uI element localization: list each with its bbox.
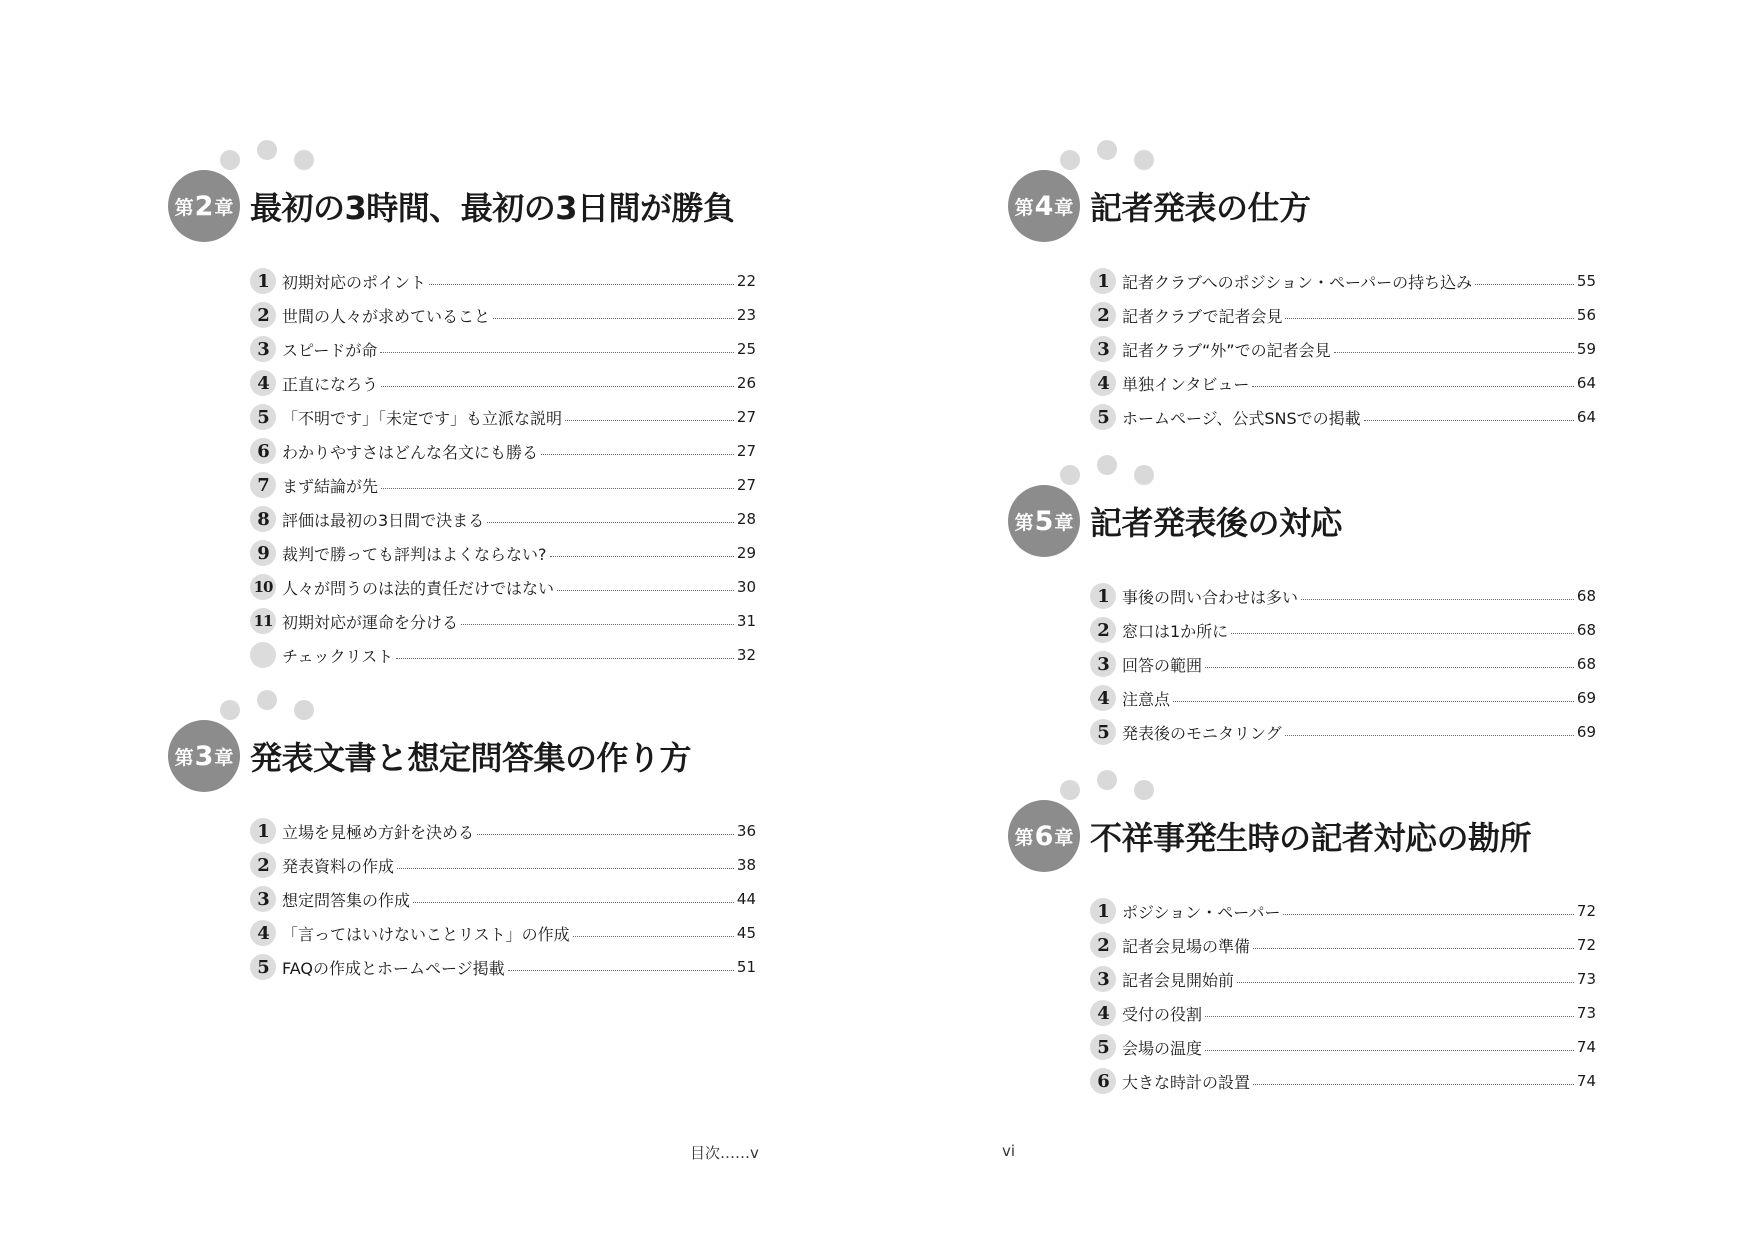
toc-item[interactable] [250,848,756,882]
dot-leader [1253,1084,1574,1085]
chapter-heading [168,720,691,792]
item-title: 想定問答集の作成 [282,890,411,910]
dot-leader [508,970,734,971]
page-number: 30 [736,578,756,596]
toc-item[interactable] [250,264,756,298]
item-title: 注意点 [1122,689,1171,709]
page-number: 74 [1576,1072,1596,1090]
item-number: 1 [1090,268,1116,294]
item-title: 世間の人々が求めていること [282,306,491,326]
page-number: 27 [736,476,756,494]
page-number: 45 [736,924,756,942]
dot-leader [1252,386,1574,387]
page-number: 22 [736,272,756,290]
toc-item[interactable] [1090,366,1596,400]
toc-item[interactable] [250,468,756,502]
page-number: 69 [1576,689,1596,707]
decorative-dots [220,690,340,720]
dot-leader [565,420,734,421]
toc-item[interactable] [1090,1064,1596,1098]
toc-list [1090,579,1596,749]
chapter-title: 最初の3時間、最初の3日間が勝負 [250,189,735,227]
toc-item[interactable] [1090,962,1596,996]
decorative-dots [220,140,340,170]
page-number: 74 [1576,1038,1596,1056]
item-title: 初期対応が運命を分ける [282,612,459,632]
dot-leader [429,284,734,285]
toc-item[interactable] [250,882,756,916]
item-number: 6 [1090,1068,1116,1094]
item-title: 正直になろう [282,374,379,394]
item-title: 立場を見極め方針を決める [282,822,475,842]
dot-leader [573,936,734,937]
page-number: 64 [1576,408,1596,426]
item-number: 1 [1090,583,1116,609]
dot-leader [1285,318,1573,319]
chapter-title: 発表文書と想定問答集の作り方 [250,739,692,777]
chapter-heading [168,170,735,242]
item-title: 受付の役割 [1122,1004,1203,1024]
toc-item[interactable] [1090,264,1596,298]
item-title: 発表資料の作成 [282,856,395,876]
item-title: 初期対応のポイント [282,272,427,292]
item-number: 2 [1090,302,1116,328]
item-number: 5 [1090,404,1116,430]
item-title: 人々が問うのは法的責任だけではない [282,578,555,598]
decorative-dots [1060,455,1180,485]
toc-item[interactable] [250,502,756,536]
toc-list [1090,264,1596,434]
item-number: 4 [250,920,276,946]
item-number: 4 [250,370,276,396]
dot-leader [1173,701,1574,702]
page-number: 59 [1576,340,1596,358]
item-title: 記者クラブ“外”での記者会見 [1122,340,1331,360]
dot-leader [550,556,734,557]
page-number: 51 [736,958,756,976]
toc-item[interactable] [1090,894,1596,928]
dot-leader [381,386,734,387]
page-number: 29 [736,544,756,562]
item-title: ホームページ、公式SNSでの掲載 [1122,408,1361,428]
dot-leader [487,522,734,523]
item-number: 5 [250,954,276,980]
page-number: 38 [736,856,756,874]
dot-leader [396,658,734,659]
item-number: 10 [250,574,276,600]
toc-item[interactable] [250,536,756,570]
item-title: わかりやすさはどんな名文にも勝る [282,442,539,462]
page-number: 27 [736,442,756,460]
toc-item[interactable] [250,814,756,848]
page-number: 69 [1576,723,1596,741]
chapter-title: 記者発表後の対応 [1090,504,1343,542]
item-title: 「言ってはいけないことリスト」の作成 [282,924,570,944]
page-number: 64 [1576,374,1596,392]
chapter-title: 不祥事発生時の記者対応の勘所 [1090,819,1532,857]
item-number: 5 [1090,719,1116,745]
dot-leader [493,318,734,319]
item-title: ポジション・ペーパー [1122,902,1281,922]
toc-item[interactable] [250,570,756,604]
dot-leader [1475,284,1574,285]
page-number: 32 [736,646,756,664]
chapter-heading [1008,485,1342,557]
dot-leader [1231,633,1574,634]
toc-item[interactable] [1090,647,1596,681]
toc-item[interactable] [250,950,756,984]
chapter-badge: 第 6 章 [1008,800,1080,872]
toc-item[interactable] [1090,332,1596,366]
item-number: 2 [250,302,276,328]
chapter-badge: 第 4 章 [1008,170,1080,242]
item-title: 窓口は1か所に [1122,621,1229,641]
chapter-badge: 第 3 章 [168,720,240,792]
dot-leader [1205,1016,1574,1017]
item-number: 2 [250,852,276,878]
dot-leader [380,352,734,353]
dot-leader [1205,667,1574,668]
page-number: 23 [736,306,756,324]
dot-leader [381,488,734,489]
page-number: 36 [736,822,756,840]
page-number: 73 [1576,1004,1596,1022]
toc-item[interactable] [250,434,756,468]
chapter-title: 記者発表の仕方 [1090,189,1311,227]
item-title: まず結論が先 [282,476,379,496]
footer-left-page-label: 目次……v [690,1144,759,1162]
page-number: 68 [1576,655,1596,673]
toc-item[interactable] [250,366,756,400]
item-number: 2 [1090,932,1116,958]
toc-item[interactable] [250,604,756,638]
page-number: 56 [1576,306,1596,324]
item-number: 3 [250,886,276,912]
item-title: 記者クラブで記者会見 [1122,306,1283,326]
item-number: 3 [1090,651,1116,677]
decorative-dots [1060,770,1180,800]
toc-list [250,264,756,672]
item-title: 回答の範囲 [1122,655,1203,675]
item-number: 4 [1090,685,1116,711]
item-number: 7 [250,472,276,498]
item-number: 5 [250,404,276,430]
dot-leader [477,834,734,835]
page-number: 55 [1576,272,1596,290]
toc-list [1090,894,1596,1098]
item-title: 裁判で勝っても評判はよくならない? [282,544,547,564]
chapter-heading [1008,800,1531,872]
item-number: 3 [250,336,276,362]
item-title: 大きな時計の設置 [1122,1072,1251,1092]
item-title: FAQの作成とホームページ掲載 [282,958,505,978]
toc-item[interactable] [1090,715,1596,749]
page-number: 27 [736,408,756,426]
page-number: 44 [736,890,756,908]
item-title: 評価は最初の3日間で決まる [282,510,485,530]
page-number: 68 [1576,621,1596,639]
dot-leader [1283,914,1573,915]
dot-leader [413,902,734,903]
page-number: 26 [736,374,756,392]
page-number: 25 [736,340,756,358]
toc-item[interactable] [1090,681,1596,715]
item-number: 6 [250,438,276,464]
page-number: 72 [1576,902,1596,920]
decorative-dots [1060,140,1180,170]
item-number [250,642,276,668]
item-title: スピードが命 [282,340,378,360]
toc-item[interactable] [1090,400,1596,434]
item-title: 会場の温度 [1122,1038,1203,1058]
item-number: 9 [250,540,276,566]
item-title: 事後の問い合わせは多い [1122,587,1299,607]
item-number: 4 [1090,370,1116,396]
toc-item[interactable] [250,400,756,434]
dot-leader [1205,1050,1574,1051]
dot-leader [557,590,734,591]
dot-leader [1237,982,1574,983]
toc-item[interactable] [1090,996,1596,1030]
item-title: 記者会見開始前 [1122,970,1235,990]
page-number: 68 [1576,587,1596,605]
dot-leader [1253,948,1574,949]
item-number: 8 [250,506,276,532]
item-title: 発表後のモニタリング [1122,723,1282,743]
item-number: 2 [1090,617,1116,643]
toc-list [250,814,756,984]
chapter-badge: 第 2 章 [168,170,240,242]
toc-item[interactable] [250,916,756,950]
item-title: 「不明です」「未定です」も立派な説明 [282,408,563,428]
dot-leader [541,454,734,455]
dot-leader [461,624,734,625]
toc-item[interactable] [1090,928,1596,962]
chapter-badge: 第 5 章 [1008,485,1080,557]
dot-leader [1364,420,1574,421]
chapter-heading [1008,170,1311,242]
item-title: チェックリスト [282,646,394,666]
page-number: 72 [1576,936,1596,954]
toc-item[interactable] [1090,579,1596,613]
item-title: 単独インタビュー [1122,374,1250,394]
dot-leader [1301,599,1574,600]
toc-item[interactable] [1090,613,1596,647]
toc-item-checklist[interactable] [250,638,756,672]
item-number: 1 [250,818,276,844]
item-title: 記者クラブへのポジション・ペーパーの持ち込み [1122,272,1473,292]
dot-leader [397,868,734,869]
toc-item[interactable] [1090,298,1596,332]
item-number: 4 [1090,1000,1116,1026]
dot-leader [1285,735,1574,736]
toc-item[interactable] [250,332,756,366]
item-number: 5 [1090,1034,1116,1060]
dot-leader [1334,352,1574,353]
item-number: 1 [1090,898,1116,924]
toc-item[interactable] [1090,1030,1596,1064]
item-number: 11 [250,608,276,634]
item-title: 記者会見場の準備 [1122,936,1251,956]
item-number: 3 [1090,966,1116,992]
page-number: 73 [1576,970,1596,988]
item-number: 3 [1090,336,1116,362]
item-number: 1 [250,268,276,294]
footer-right-page-label: vi [1002,1142,1016,1160]
toc-item[interactable] [250,298,756,332]
page-number: 31 [736,612,756,630]
page-number: 28 [736,510,756,528]
